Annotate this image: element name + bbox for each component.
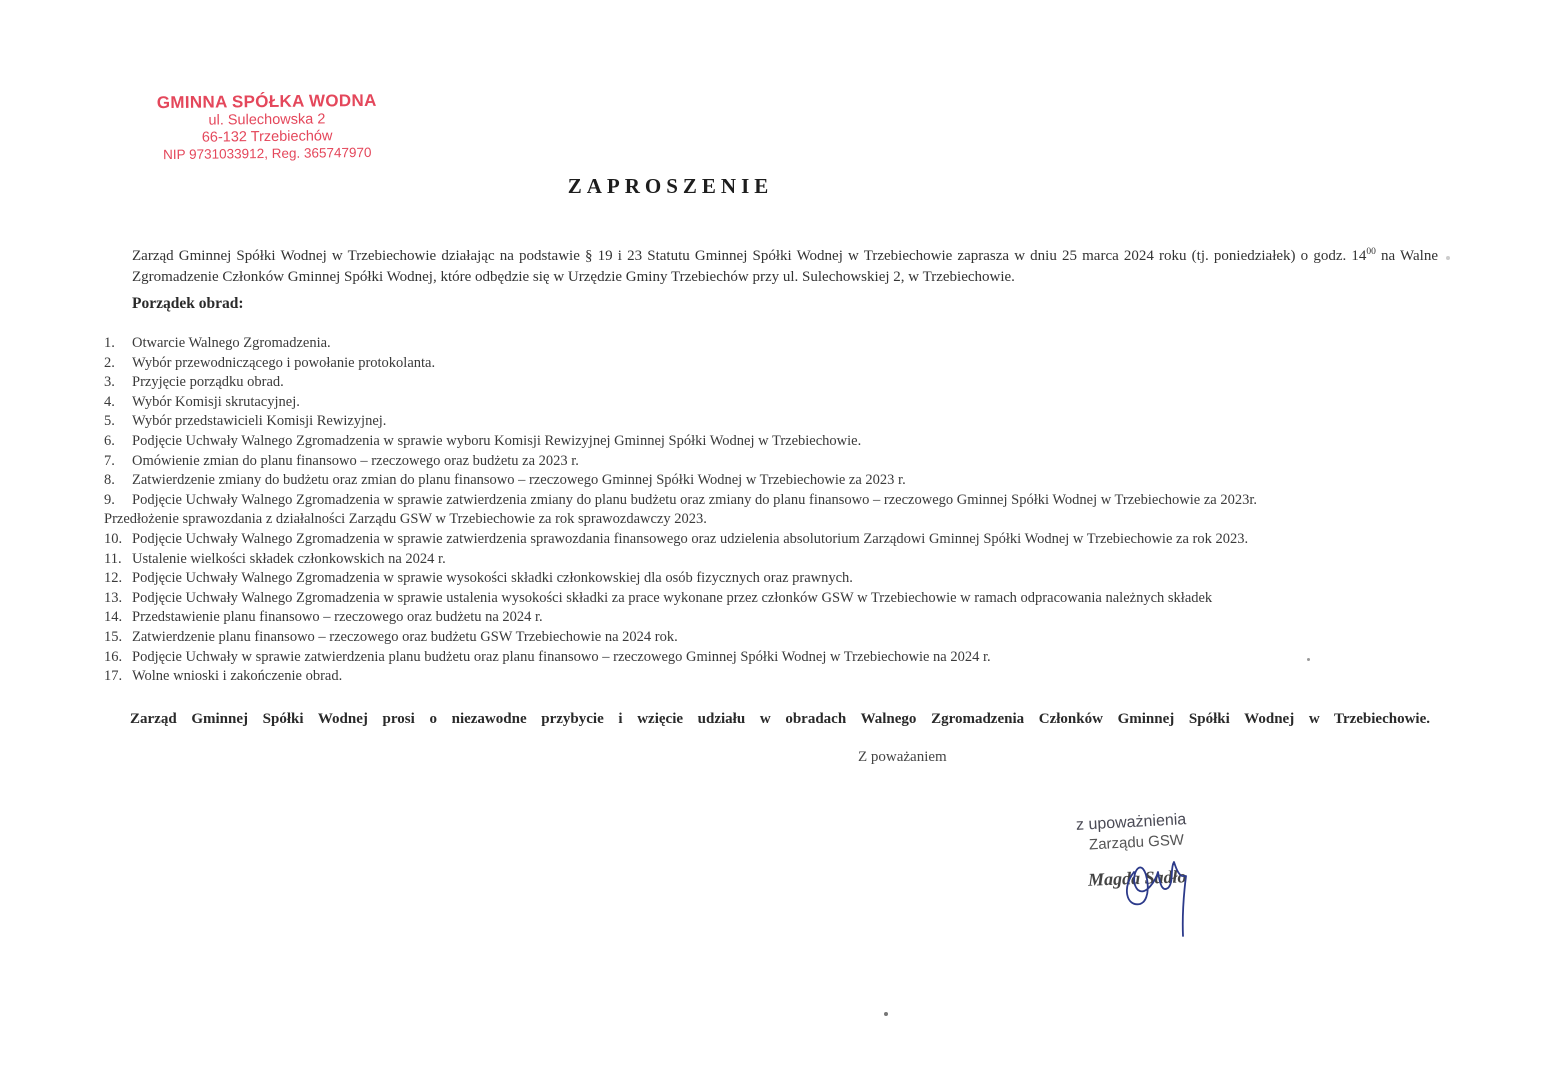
agenda-item-text: Ustalenie wielkości składek członkowskich na 2024 r. bbox=[132, 550, 446, 567]
intro-text-after-time: na Walne Zgromadzenie Członków Gminnej Spółki Wodnej, które odbędzie się w Urzędzie Gminy Trzebiechów przy ul. Sulechowskiej 2, w Trzebiechowie. bbox=[132, 248, 1438, 285]
agenda-item bbox=[104, 608, 1444, 628]
agenda-item bbox=[104, 589, 1444, 609]
agenda-item-number: 1. bbox=[104, 335, 115, 351]
stamp-nip: NIP 9731033912, Reg. 365747970 bbox=[162, 145, 372, 163]
agenda-item bbox=[104, 648, 1444, 668]
agenda-item-text: Wybór przewodniczącego i powołanie protokolanta. bbox=[132, 354, 436, 371]
agenda-item bbox=[104, 432, 1444, 452]
agenda-item-text: Otwarcie Walnego Zgromadzenia. bbox=[132, 335, 331, 351]
stamp-city: 66-132 Trzebiechów bbox=[201, 128, 333, 146]
agenda-item bbox=[104, 491, 1444, 511]
agenda-item bbox=[104, 471, 1444, 491]
signature-stamp bbox=[1072, 812, 1232, 942]
regards-text: Z poważaniem bbox=[858, 749, 947, 765]
agenda-item-number: 6. bbox=[104, 432, 115, 449]
agenda-item-number: 7. bbox=[104, 452, 115, 469]
agenda-item-number: 17. bbox=[104, 668, 123, 685]
closing-statement: Zarząd Gminnej Spółki Wodnej prosi o niezawodne przybycie i wzięcie udziału w obradach Walnego Zgromadzenia Członków Gminnej Spółki Wodnej w Trzebiechowie. bbox=[130, 711, 1430, 727]
agenda-item-number: 9. bbox=[104, 491, 115, 508]
agenda-item-number: 10. bbox=[104, 530, 123, 547]
agenda-item bbox=[104, 373, 1444, 393]
intro-paragraph bbox=[132, 242, 1438, 288]
agenda-item-number: 3. bbox=[104, 374, 115, 391]
agenda-item-text: Podjęcie Uchwały w sprawie zatwierdzenia planu budżetu oraz planu finansowo – rzeczowego Gminnej Spółki Wodnej w Trzebiechowie na 2024 r. bbox=[132, 648, 991, 665]
scan-speck bbox=[1307, 658, 1310, 661]
intro-text-before-time: Zarząd Gminnej Spółki Wodnej w Trzebiechowie działając na podstawie § 19 i 23 Statutu Gminnej Spółki Wodnej w Trzebiechowie zaprasza w dniu 25 marca 2024 roku (tj. poniedziałek) o godz. 14 bbox=[132, 248, 1367, 264]
agenda-item-number: 16. bbox=[104, 648, 123, 665]
agenda-item bbox=[104, 452, 1444, 472]
intro-time-superscript: 00 bbox=[1366, 247, 1376, 257]
agenda-item-text: Przedstawienie planu finansowo – rzeczowego oraz budżetu na 2024 r. bbox=[132, 609, 543, 626]
agenda-item-text: Podjęcie Uchwały Walnego Zgromadzenia w sprawie ustalenia wysokości składki za prace wykonane przez członków GSW w Trzebiechowie w ramach odpracowania należnych składek bbox=[132, 589, 1213, 606]
agenda-item-number: 12. bbox=[104, 570, 123, 587]
agenda-item-number: 11. bbox=[104, 550, 122, 567]
agenda-item-number: 4. bbox=[104, 393, 115, 410]
agenda-item-text: Wybór przedstawicieli Komisji Rewizyjnej. bbox=[132, 413, 387, 430]
agenda-item-number: 15. bbox=[104, 628, 123, 645]
scan-speck bbox=[884, 1012, 888, 1016]
agenda-item-text: Przyjęcie porządku obrad. bbox=[132, 374, 284, 391]
agenda-item-text: Podjęcie Uchwały Walnego Zgromadzenia w sprawie wysokości składki członkowskiej dla osób fizycznych oraz prawnych. bbox=[132, 570, 853, 587]
signature-authorization-line: z upoważnienia bbox=[1075, 811, 1187, 834]
agenda-item-continuation bbox=[104, 510, 1444, 530]
agenda-item-number: 13. bbox=[104, 589, 123, 606]
agenda-item bbox=[104, 550, 1444, 570]
stamp-street: ul. Sulechowska 2 bbox=[208, 111, 326, 129]
agenda-item-number: 8. bbox=[104, 472, 115, 489]
document-title: ZAPROSZENIE bbox=[567, 174, 774, 198]
agenda-item-text: Zatwierdzenie zmiany do budżetu oraz zmian do planu finansowo – rzeczowego Gminnej Spółki Wodnej w Trzebiechowie za 2023 r. bbox=[132, 472, 906, 489]
agenda-item-text: Podjęcie Uchwały Walnego Zgromadzenia w sprawie wyboru Komisji Rewizyjnej Gminnej Spółki Wodnej w Trzebiechowie. bbox=[132, 432, 862, 449]
handwritten-signature-icon bbox=[1112, 832, 1202, 942]
agenda-item-number: 5. bbox=[104, 413, 115, 430]
agenda-item-text: Omówienie zmian do planu finansowo – rzeczowego oraz budżetu za 2023 r. bbox=[132, 452, 579, 469]
agenda-item bbox=[104, 628, 1444, 648]
agenda-item-text: Przedłożenie sprawozdania z działalności Zarządu GSW w Trzebiechowie za rok sprawozdawczy 2023. bbox=[104, 511, 707, 528]
agenda-item bbox=[104, 334, 1444, 354]
agenda-item-text: Podjęcie Uchwały Walnego Zgromadzenia w sprawie zatwierdzenia sprawozdania finansowego oraz udzielenia absolutorium Zarządowi Gminnej Spółki Wodnej w Trzebiechowie za rok 2023. bbox=[132, 530, 1249, 547]
agenda-item bbox=[104, 354, 1444, 374]
agenda-item bbox=[104, 393, 1444, 413]
agenda-item-number: 14. bbox=[104, 609, 123, 626]
agenda-item bbox=[104, 667, 1444, 687]
agenda-list bbox=[104, 334, 1444, 687]
agenda-item bbox=[104, 530, 1444, 550]
scan-speck bbox=[1446, 256, 1450, 260]
agenda-item-number: 2. bbox=[104, 354, 115, 371]
agenda-item bbox=[104, 569, 1444, 589]
stamp-company-name: GMINNA SPÓŁKA WODNA bbox=[156, 90, 377, 113]
signature-name: Magda Sadło bbox=[1087, 866, 1187, 890]
signature-board-line: Zarządu GSW bbox=[1088, 831, 1185, 854]
agenda-item-text: Wybór Komisji skrutacyjnej. bbox=[132, 393, 300, 410]
agenda-heading: Porządek obrad: bbox=[132, 295, 244, 312]
agenda-item bbox=[104, 412, 1444, 432]
agenda-item-text: Wolne wnioski i zakończenie obrad. bbox=[132, 668, 343, 685]
agenda-item-text: Zatwierdzenie planu finansowo – rzeczowego oraz budżetu GSW Trzebiechowie na 2024 rok. bbox=[132, 628, 678, 645]
company-stamp bbox=[132, 91, 403, 164]
agenda-item-text: Podjęcie Uchwały Walnego Zgromadzenia w sprawie zatwierdzenia zmiany do planu budżetu oraz zmiany do planu finansowo – rzeczowego Gminnej Spółki Wodnej w Trzebiechowie za 2023r. bbox=[132, 491, 1257, 508]
